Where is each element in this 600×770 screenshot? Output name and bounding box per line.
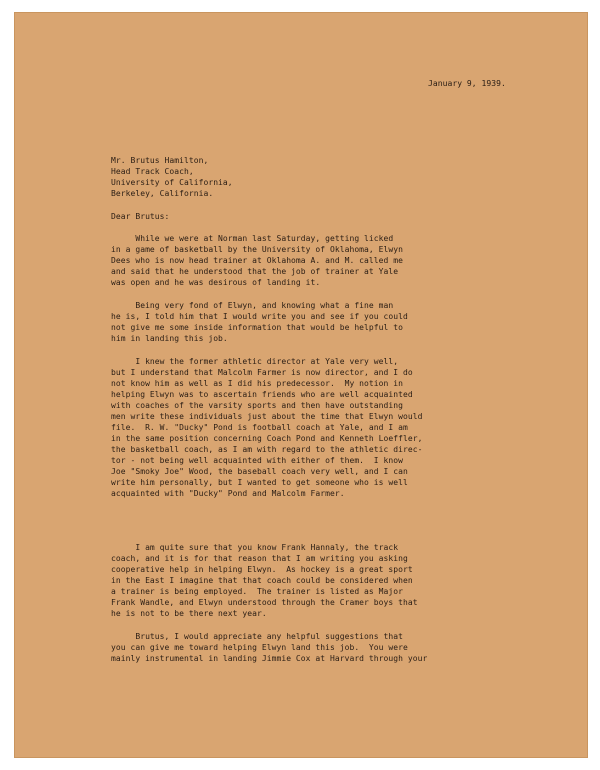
body-line: Frank Wandle, and Elwyn understood through the Cramer boys that bbox=[111, 598, 418, 607]
body-line: in a game of basketball by the University of Oklahoma, Elwyn bbox=[111, 245, 403, 254]
body-line: not know him as well as I did his predecessor. My notion in bbox=[111, 379, 403, 388]
body-line: Being very fond of Elwyn, and knowing what a fine man bbox=[111, 301, 394, 310]
body-line: in the East I imagine that that coach could be considered when bbox=[111, 576, 413, 585]
body-line: Brutus, I would appreciate any helpful suggestions that bbox=[111, 632, 403, 641]
body-line: cooperative help in helping Elwyn. As hockey is a great sport bbox=[111, 565, 413, 574]
body-line: write him personally, but I wanted to get someone who is well bbox=[111, 478, 408, 487]
body-line: you can give me toward helping Elwyn land this job. You were bbox=[111, 643, 408, 652]
body-line: Joe "Smoky Joe" Wood, the baseball coach very well, and I can bbox=[111, 467, 408, 476]
body-line: but I understand that Malcolm Farmer is now director, and I do bbox=[111, 368, 413, 377]
address-line: Mr. Brutus Hamilton, bbox=[111, 156, 209, 165]
body-line: Dees who is now head trainer at Oklahoma A. and M. called me bbox=[111, 256, 403, 265]
body-line: I knew the former athletic director at Yale very well, bbox=[111, 357, 399, 366]
letter-sheet bbox=[14, 12, 588, 758]
body-line: the basketball coach, as I am with regard to the athletic direc- bbox=[111, 445, 423, 454]
body-line: men write these individuals just about the time that Elwyn would bbox=[111, 412, 423, 421]
typed-letter bbox=[14, 12, 588, 758]
body-line: helping Elwyn was to ascertain friends who are well acquainted bbox=[111, 390, 413, 399]
body-line: tor - not being well acquainted with either of them. I know bbox=[111, 456, 403, 465]
body-line: I am quite sure that you know Frank Hannaly, the track bbox=[111, 543, 399, 552]
body-line: with coaches of the varsity sports and then have outstanding bbox=[111, 401, 403, 410]
body-line: not give me some inside information that would be helpful to bbox=[111, 323, 403, 332]
body-line: he is not to be there next year. bbox=[111, 609, 267, 618]
body-line: mainly instrumental in landing Jimmie Cox at Harvard through your bbox=[111, 654, 428, 663]
body-line: and said that he understood that the job of trainer at Yale bbox=[111, 267, 399, 276]
body-line: acquainted with "Ducky" Pond and Malcolm Farmer. bbox=[111, 489, 345, 498]
body-line: he is, I told him that I would write you and see if you could bbox=[111, 312, 408, 321]
body-line: coach, and it is for that reason that I am writing you asking bbox=[111, 554, 408, 563]
body-line: him in landing this job. bbox=[111, 334, 228, 343]
address-line: Berkeley, California. bbox=[111, 189, 214, 198]
salutation: Dear Brutus: bbox=[111, 212, 170, 221]
body-line: was open and he was desirous of landing it. bbox=[111, 278, 321, 287]
body-line: file. R. W. "Ducky" Pond is football coach at Yale, and I am bbox=[111, 423, 408, 432]
body-line: While we were at Norman last Saturday, getting licked bbox=[111, 234, 394, 243]
address-line: University of California, bbox=[111, 178, 233, 187]
body-line: in the same position concerning Coach Pond and Kenneth Loeffler, bbox=[111, 434, 423, 443]
address-line: Head Track Coach, bbox=[111, 167, 194, 176]
letter-date: January 9, 1939. bbox=[428, 79, 506, 88]
body-line: a trainer is being employed. The trainer is listed as Major bbox=[111, 587, 403, 596]
